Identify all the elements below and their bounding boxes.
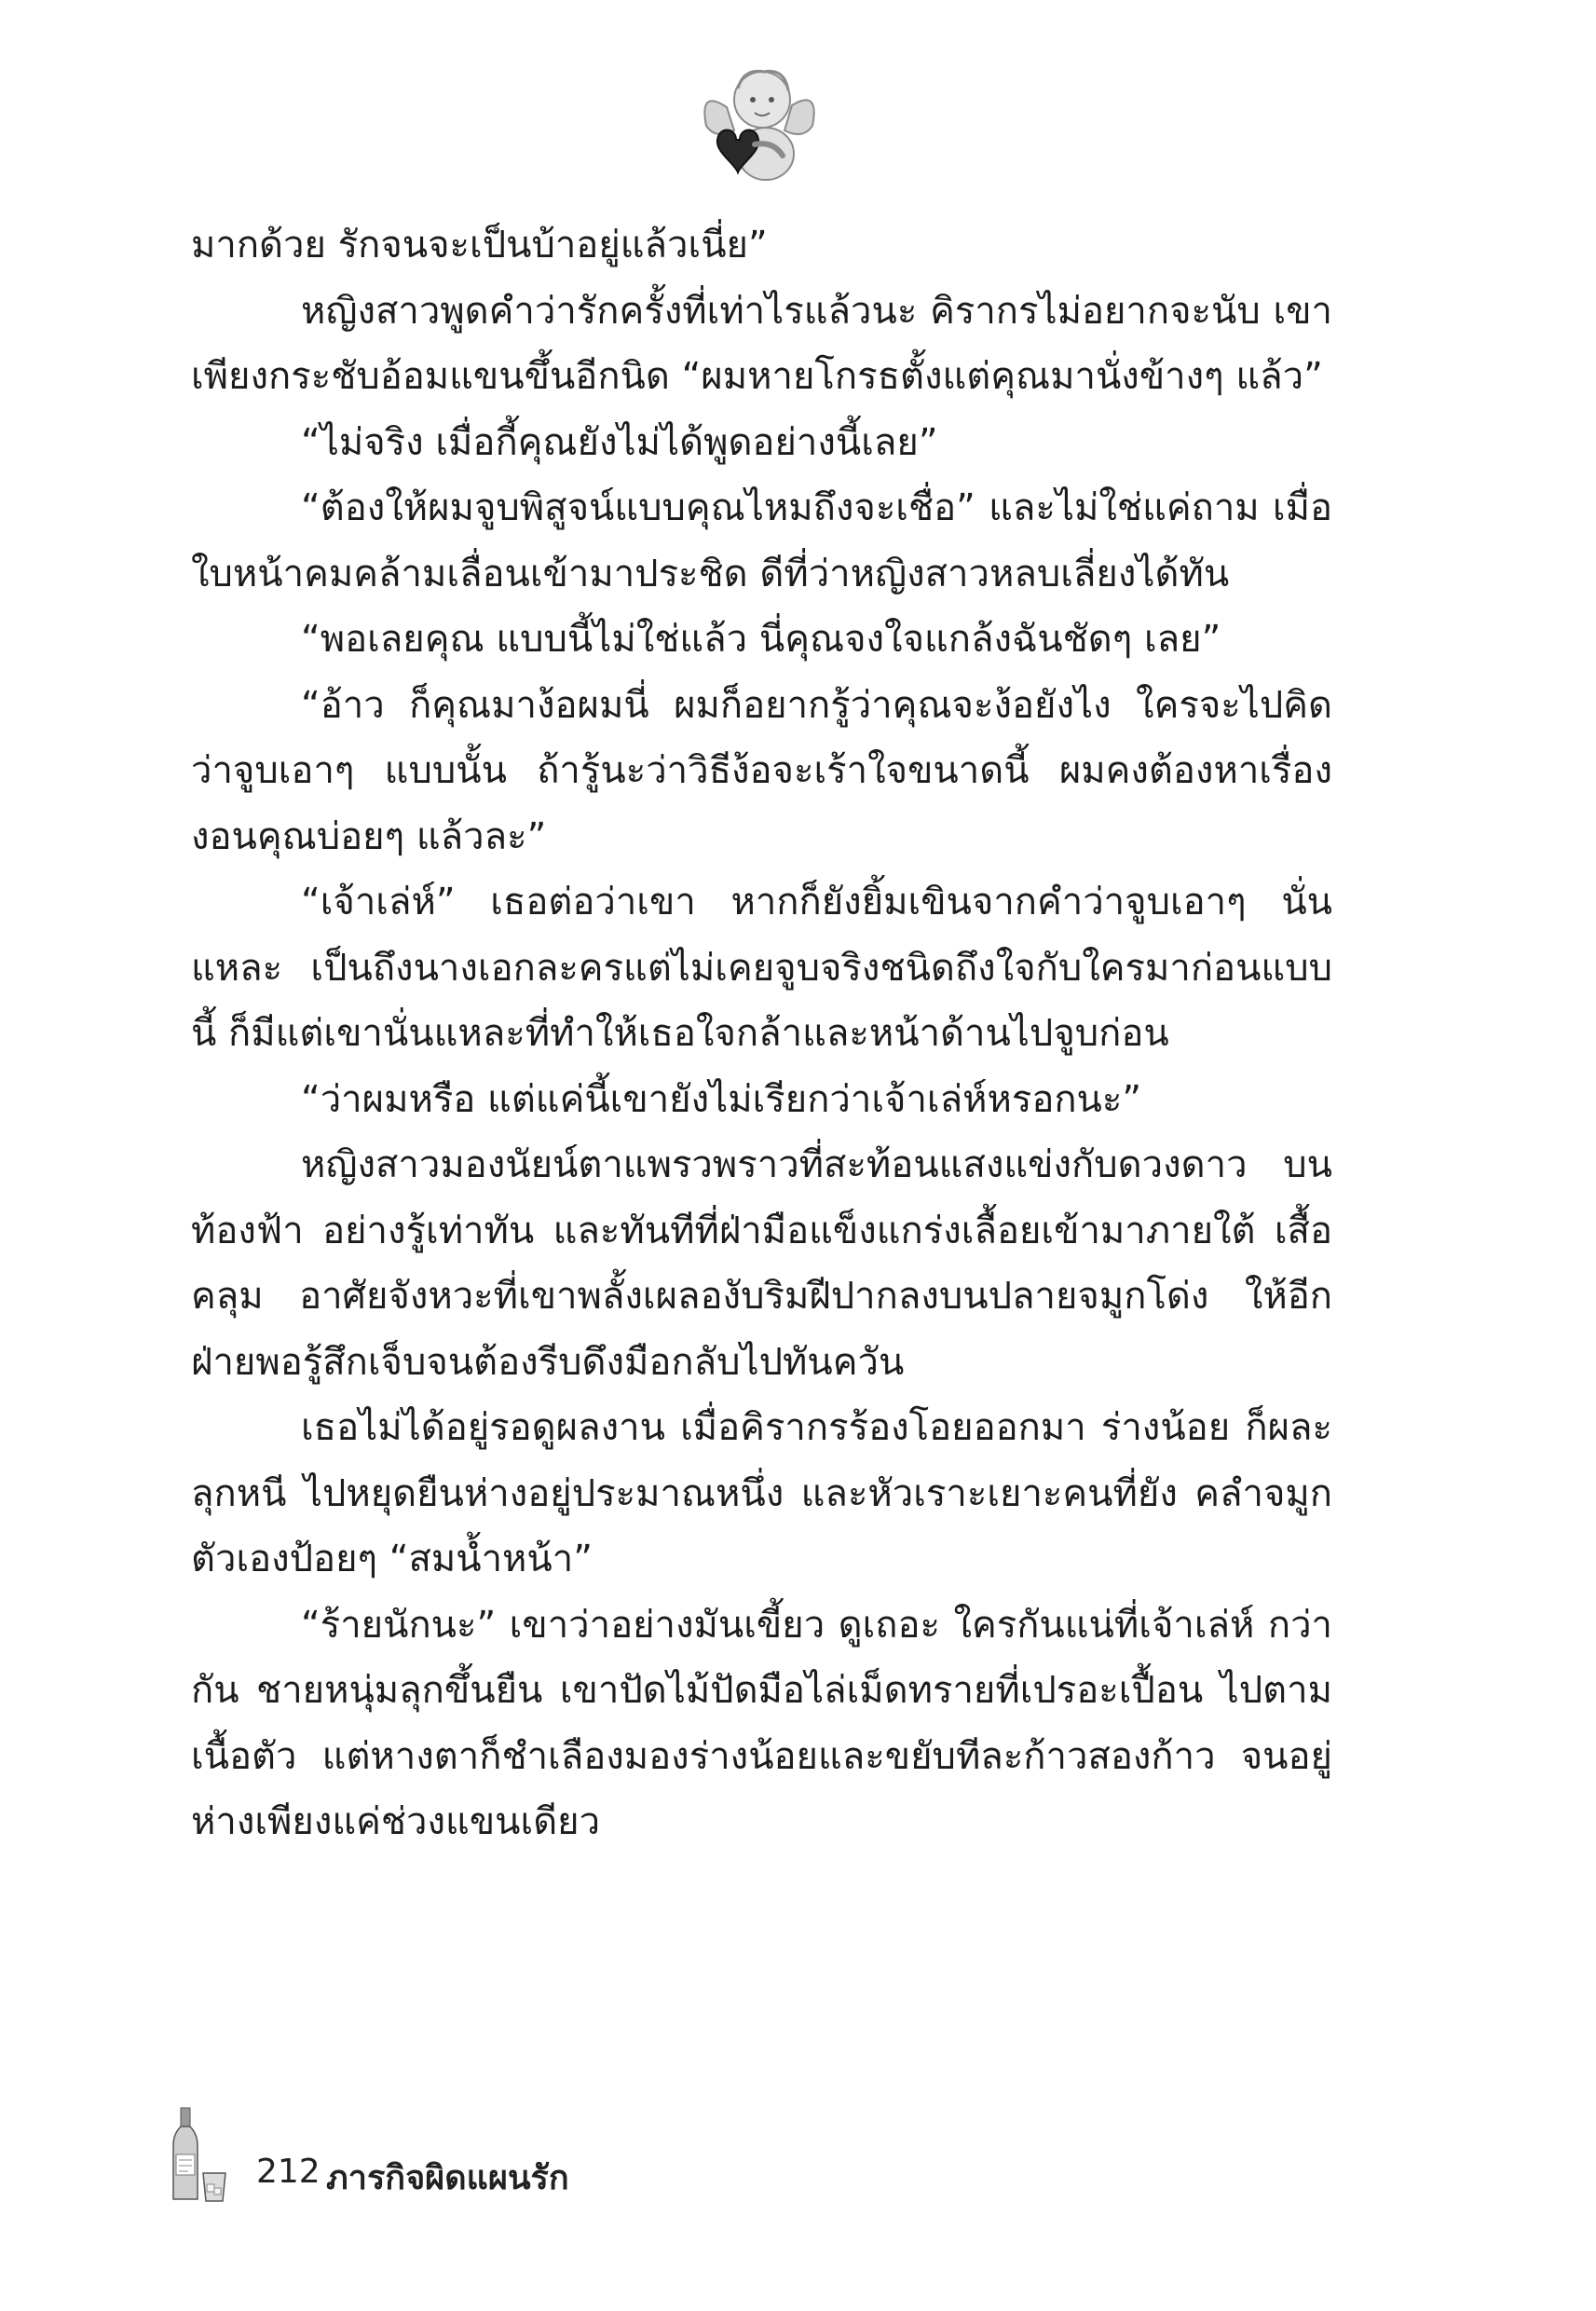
paragraph: เธอไม่ได้อยู่รอดูผลงาน เมื่อคิรากรร้องโอยออกมา ร่างน้อย ก็ผละลุกหนี ไปหยุดยืนห่างอยู่ประมาณหนึ่ง และหัวเราะเยาะคนที่ยัง คลำจมูกตัวเองป้อยๆ “สมน้ำหน้า” [191,1406,1332,1580]
page-number: 212 [256,2153,321,2191]
paragraph: “ร้ายนักนะ” เขาว่าอย่างมันเขี้ยว ดูเถอะ ใครกันแน่ที่เจ้าเล่ห์ กว่ากัน ชายหนุ่มลุกขึ้นยืน เขาปัดไม้ปัดมือไล่เม็ดทรายที่เปรอะเปื้อน ไปตามเนื้อตัว แต่หางตาก็ชำเลืองมองร่างน้อยและขยับทีละก้าวสองก้าว จนอยู่ห่างเพียงแค่ช่วงแขนเดียว [191,1603,1332,1843]
paragraph: “เจ้าเล่ห์” เธอต่อว่าเขา หากก็ยังยิ้มเขินจากคำว่าจูบเอาๆ นั่นแหละ เป็นถึงนางเอกละครแต่ไม่เคยจูบจริงชนิดถึงใจกับใครมาก่อนแบบนี้ ก็มีแต่เขานั่นแหละที่ทำให้เธอใจกล้าและหน้าด้านไปจูบก่อน [191,881,1332,1055]
liquor-bottle-and-glass-icon [168,2106,233,2204]
paragraph: “พอเลยคุณ แบบนี้ไม่ใช่แล้ว นี่คุณจงใจแกล้งฉันชัดๆ เลย” [301,618,1221,661]
paragraph: “ว่าผมหรือ แต่แค่นี้เขายังไม่เรียกว่าเจ้าเล่ห์หรอกนะ” [301,1077,1142,1121]
paragraph: หญิงสาวมองนัยน์ตาแพรวพราวที่สะท้อนแสงแข่งกับดวงดาว บนท้องฟ้า อย่างรู้เท่าทัน และทันทีที่ฝ่ามือแข็งแกร่งเลื้อยเข้ามาภายใต้ เสื้อคลุม อาศัยจังหวะที่เขาพลั้งเผลองับริมฝีปากลงบนปลายจมูกโด่ง ให้อีกฝ่ายพอรู้สึกเจ็บจนต้องรีบดึงมือกลับไปทันควัน [191,1143,1332,1384]
paragraph: “อ้าว ก็คุณมาง้อผมนี่ ผมก็อยากรู้ว่าคุณจะง้อยังไง ใครจะไปคิด ว่าจูบเอาๆ แบบนั้น ถ้ารู้นะว่าวิธีง้อจะเร้าใจขนาดนี้ ผมคงต้องหาเรื่อง งอนคุณบ่อยๆ แล้วละ” [191,683,1332,858]
paragraph: มากด้วย รักจนจะเป็นบ้าอยู่แล้วเนี่ย” [191,224,768,267]
paragraph: “ต้องให้ผมจูบพิสูจน์แบบคุณไหมถึงจะเชื่อ” และไม่ใช่แค่ถาม เมื่อใบหน้าคมคล้ามเลื่อนเข้ามาประชิด ดีที่ว่าหญิงสาวหลบเลี่ยงได้ทัน [191,486,1332,595]
page-footer [168,2106,820,2208]
paragraph: หญิงสาวพูดคำว่ารักครั้งที่เท่าไรแล้วนะ คิรากรไม่อยากจะนับ เขาเพียงกระชับอ้อมแขนขึ้นอีกนิด “ผมหายโกรธตั้งแต่คุณมานั่งข้างๆ แล้ว” [191,289,1332,398]
cupid-holding-heart-icon [689,51,829,191]
paragraph: “ไม่จริง เมื่อกี้คุณยังไม่ได้พูดอย่างนี้เลย” [301,420,938,464]
book-title: ภารกิจผิดแผนรัก [326,2159,569,2197]
body-text [191,212,1332,1855]
